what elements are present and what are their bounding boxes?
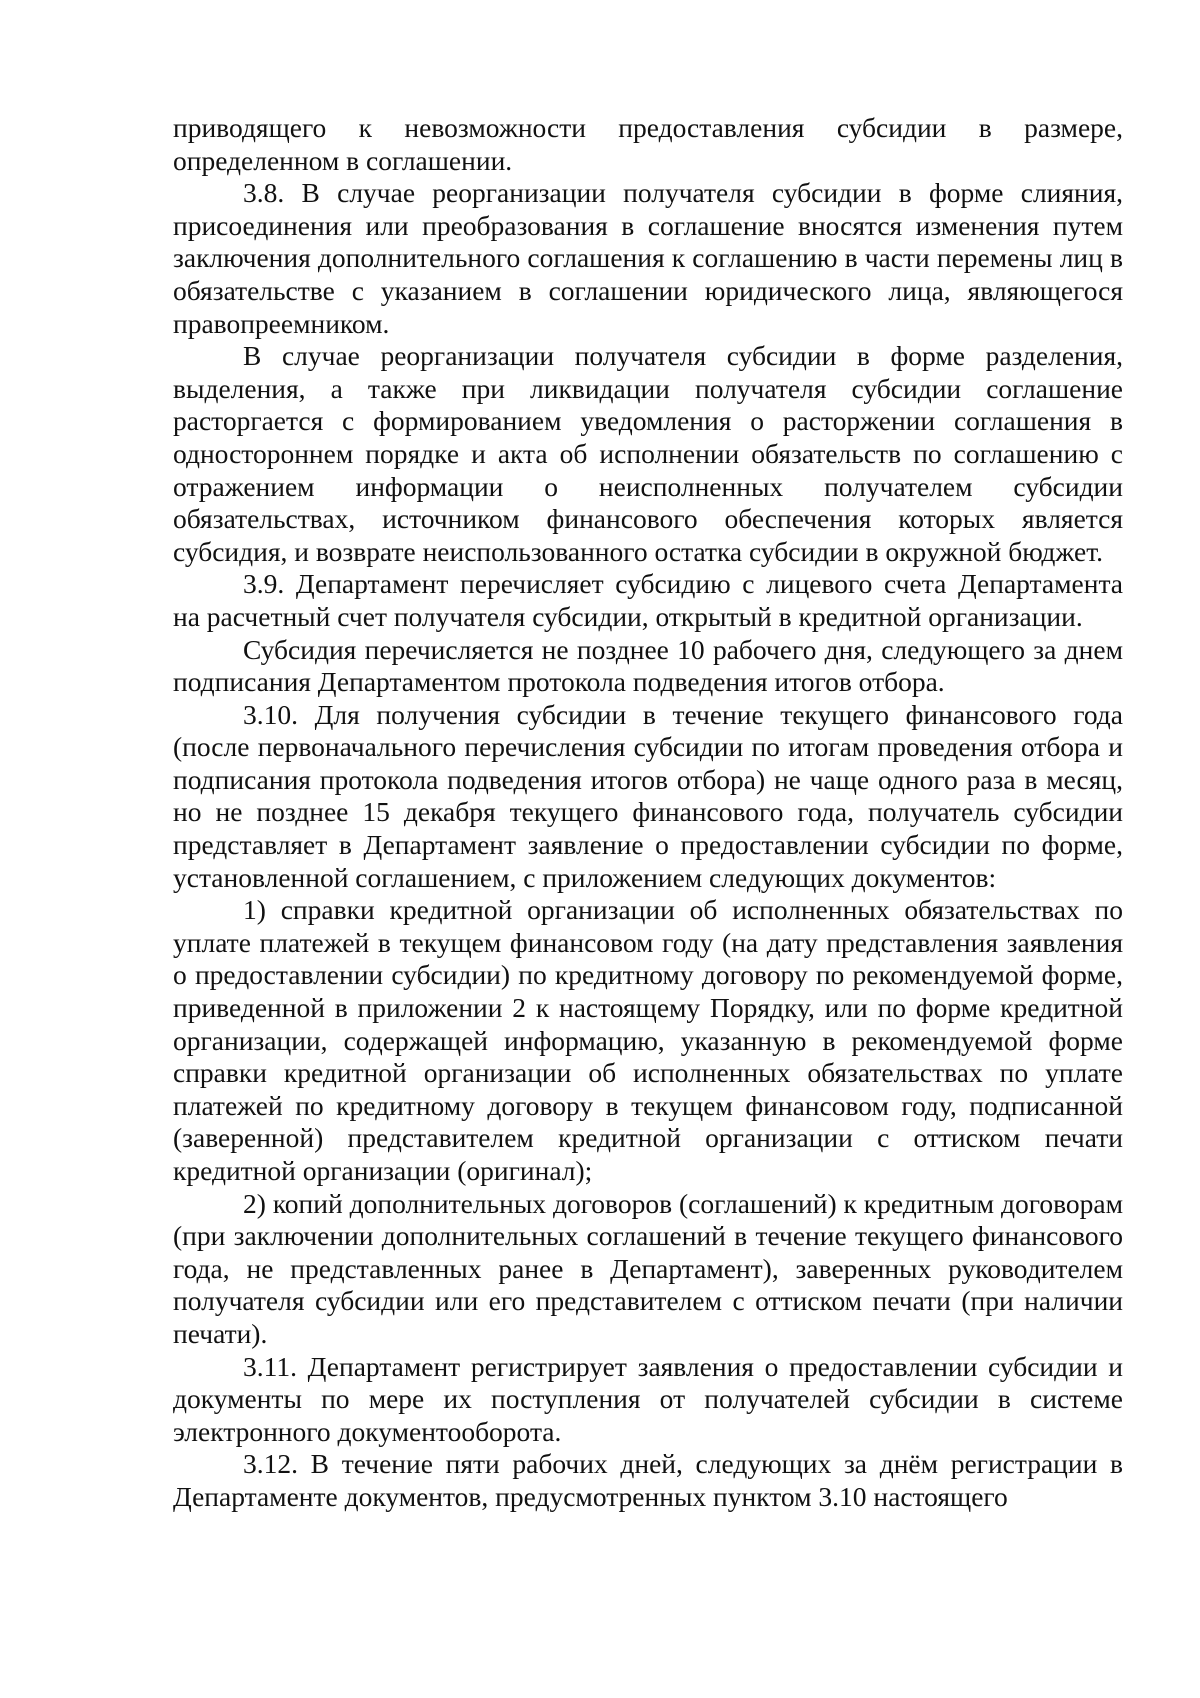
paragraph-3-11: 3.11. Департамент регистрирует заявления о предоставлении субсидии и документы по мере их поступления от получателей субсидии в системе электронного документооборота. [173, 1350, 1123, 1447]
paragraph-item-2: 2) копий дополнительных договоров (соглашений) к кредитным договорам (при заключении дополнительных соглашений в течение текущего финансового года, не представленных ранее в Департамент), заверенных руководителем получателя субсидии или его представителем с оттиском печати (при наличии печати). [173, 1187, 1123, 1349]
paragraph-continuation: приводящего к невозможности предоставления субсидии в размере, определенном в соглашении. [173, 112, 1123, 176]
paragraph-3-10: 3.10. Для получения субсидии в течение текущего финансового года (после первоначального перечисления субсидии по итогам проведения отбора и подписания протокола подведения итогов отбора) не чаще одного раза в месяц, но не позднее 15 декабря текущего финансового года, получатель субсидии представляет в Департамент заявление о предоставлении субсидии по форме, установленной соглашением, с приложением следующих документов: [173, 698, 1123, 893]
paragraph-3-12: 3.12. В течение пяти рабочих дней, следующих за днём регистрации в Департаменте документов, предусмотренных пунктом 3.10 настоящего [173, 1448, 1123, 1512]
paragraph-3-8: 3.8. В случае реорганизации получателя субсидии в форме слияния, присоединения или преобразования в соглашение вносятся изменения путем заключения дополнительного соглашения к соглашению в части перемены лиц в обязательстве с указанием в соглашении юридического лица, являющегося правопреемником. [173, 177, 1123, 339]
paragraph-3-9: 3.9. Департамент перечисляет субсидию с лицевого счета Департамента на расчетный счет получателя субсидии, открытый в кредитной организации. [173, 568, 1123, 632]
paragraph-reorganization: В случае реорганизации получателя субсидии в форме разделения, выделения, а также при ликвидации получателя субсидии соглашение расторгается с формированием уведомления о расторжении соглашения в одностороннем порядке и акта об исполнении обязательств по соглашению с отражением информации о неисполненных получателем субсидии обязательствах, источником финансового обеспечения которых является субсидия, и возврате неиспользованного остатка субсидии в окружной бюджет. [173, 340, 1123, 567]
paragraph-transfer-deadline: Субсидия перечисляется не позднее 10 рабочего дня, следующего за днем подписания Департаментом протокола подведения итогов отбора. [173, 633, 1123, 698]
paragraph-item-1: 1) справки кредитной организации об исполненных обязательствах по уплате платежей в текущем финансовом году (на дату представления заявления о предоставлении субсидии) по кредитному договору по рекомендуемой форме, приведенной в приложении 2 к настоящему Порядку, или по форме кредитной организации, содержащей информацию, указанную в рекомендуемой форме справки кредитной организации об исполненных обязательствах по уплате платежей по кредитному договору в текущем финансовом году, подписанной (заверенной) представителем кредитной организации с оттиском печати кредитной организации (оригинал); [173, 894, 1123, 1186]
document-body [173, 112, 1123, 1514]
